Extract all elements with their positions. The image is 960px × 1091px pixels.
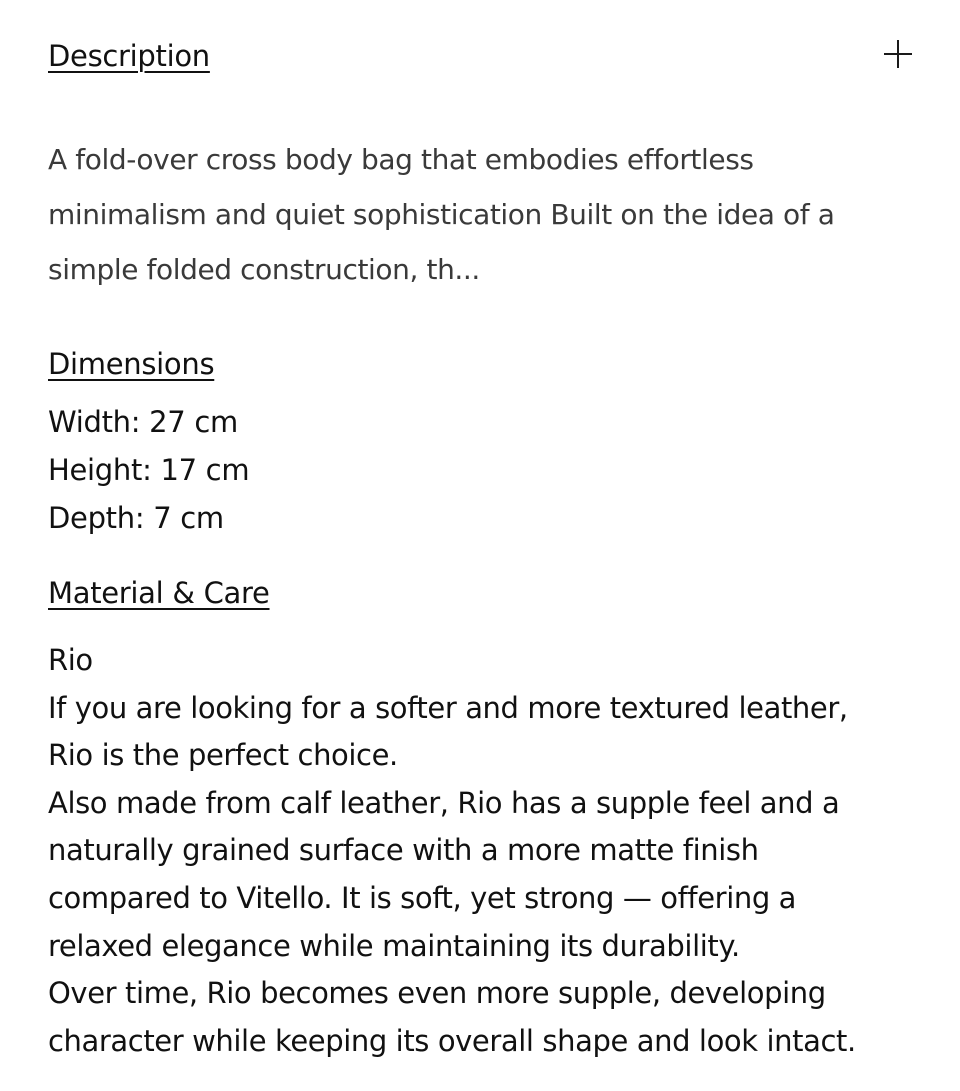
dimension-height: Height: 17 cm [48, 453, 250, 487]
dimensions-list [48, 398, 249, 542]
product-details-panel [48, 0, 912, 1058]
material-paragraph: If you are looking for a softer and more textured leather, Rio is the perfect choice. [48, 690, 848, 773]
plus-icon[interactable] [884, 40, 912, 68]
dimension-depth: Depth: 7 cm [48, 501, 224, 535]
dimension-width: Width: 27 cm [48, 405, 238, 439]
material-care-text [48, 637, 868, 1065]
description-accordion-header[interactable] [48, 0, 912, 110]
description-text: A fold-over cross body bag that embodies effortless minimalism and quiet sophistication Built on the idea of a simple folded construction, th... [48, 143, 835, 286]
dimensions-title: Dimensions [48, 347, 215, 381]
material-care-title: Material & Care [48, 576, 270, 610]
description-title[interactable]: Description [48, 39, 210, 73]
material-paragraph: Also made from calf leather, Rio has a supple feel and a naturally grained surface with a more matte finish compared to Vitello. It is soft, yet strong — offering a relaxed elegance while maintaining its durability. [48, 785, 840, 963]
material-name: Rio [48, 643, 93, 677]
material-paragraph: Over time, Rio becomes even more supple, developing character while keeping its overall shape and look intact. [48, 976, 856, 1058]
